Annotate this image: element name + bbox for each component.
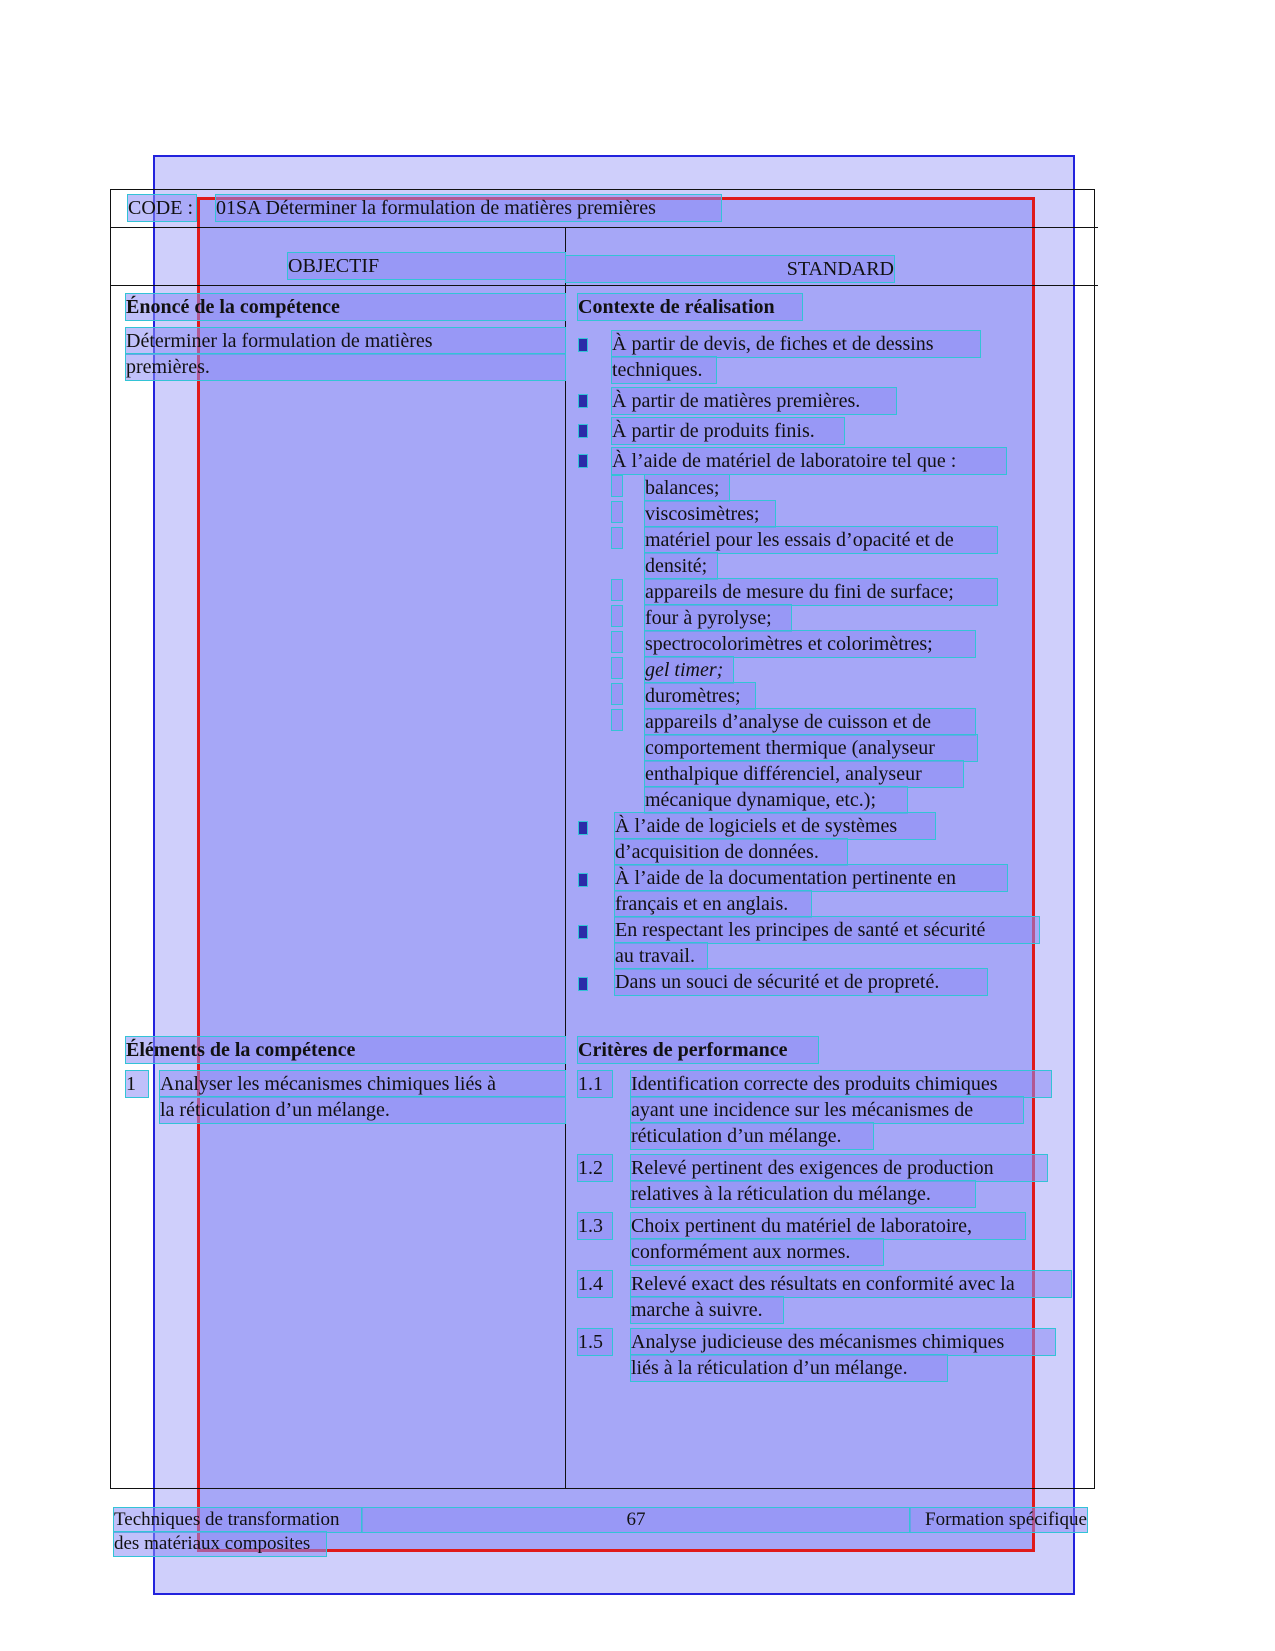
- critere-1-2-line-2: relatives à la réticulation du mélange.: [631, 1181, 975, 1207]
- contexte-item-3: À partir de produits finis.: [612, 418, 844, 444]
- footer-left-line-2: des matériaux composites: [114, 1532, 326, 1556]
- bullet-icon: [579, 822, 587, 834]
- element-text-line-1: Analyser les mécanismes chimiques liés à: [160, 1071, 565, 1097]
- standard-heading: STANDARD: [566, 256, 894, 282]
- dash-icon: [612, 580, 622, 600]
- sub-item-cuisson-line-4: mécanique dynamique, etc.);: [645, 787, 907, 813]
- bullet-icon: [579, 425, 587, 437]
- sub-item-durometres: duromètres;: [645, 683, 755, 709]
- footer-right: Formation spécifique: [910, 1508, 1087, 1532]
- sub-item-cuisson-line-1: appareils d’analyse de cuisson et de: [645, 709, 975, 735]
- columns-divider: [110, 285, 1098, 286]
- critere-1-1-line-2: ayant une incidence sur les mécanismes de: [631, 1097, 1023, 1123]
- code-title: 01SA Déterminer la formulation de matières premières: [216, 195, 721, 221]
- contexte-item-1-line-1: À partir de devis, de fiches et de dessins: [612, 331, 980, 357]
- element-text-line-2: la réticulation d’un mélange.: [160, 1097, 565, 1123]
- enonce-text-line-1: Déterminer la formulation de matières: [126, 328, 565, 354]
- enonce-text-line-2: premières.: [126, 354, 565, 380]
- dash-icon: [612, 632, 622, 652]
- contexte-title: Contexte de réalisation: [578, 294, 802, 320]
- dash-icon: [612, 658, 622, 678]
- bullet-icon: [579, 978, 587, 990]
- dash-icon: [612, 606, 622, 626]
- sub-item-cuisson-line-2: comportement thermique (analyseur: [645, 735, 977, 761]
- sub-item-opacite-line-1: matériel pour les essais d’opacité et de: [645, 527, 997, 553]
- dash-icon: [612, 502, 622, 522]
- contexte-item-8: Dans un souci de sécurité et de propreté.: [615, 969, 987, 995]
- element-number: 1: [126, 1071, 148, 1097]
- footer-page-number: 67: [362, 1508, 910, 1532]
- dash-icon: [612, 528, 622, 548]
- critere-1-1-line-1: Identification correcte des produits chimiques: [631, 1071, 1051, 1097]
- critere-1-2-line-1: Relevé pertinent des exigences de production: [631, 1155, 1047, 1181]
- sub-item-spectro: spectrocolorimètres et colorimètres;: [645, 631, 975, 657]
- contexte-item-5-line-1: À l’aide de logiciels et de systèmes: [615, 813, 935, 839]
- dash-icon: [612, 476, 622, 496]
- critere-1-5-line-1: Analyse judicieuse des mécanismes chimiques: [631, 1329, 1055, 1355]
- sub-item-fini-surface: appareils de mesure du fini de surface;: [645, 579, 997, 605]
- sub-item-cuisson-line-3: enthalpique différenciel, analyseur: [645, 761, 963, 787]
- critere-1-1-line-3: réticulation d’un mélange.: [631, 1123, 873, 1149]
- footer-left-line-1: Techniques de transformation: [114, 1508, 362, 1532]
- critere-number: 1.1: [578, 1071, 612, 1097]
- critere-1-3-line-2: conformément aux normes.: [631, 1239, 883, 1265]
- critere-number: 1.4: [578, 1271, 612, 1297]
- column-separator: [565, 227, 566, 1489]
- bullet-icon: [579, 455, 587, 467]
- sub-item-balances: balances;: [645, 475, 729, 501]
- dash-icon: [612, 710, 622, 730]
- contexte-item-6-line-1: À l’aide de la documentation pertinente en: [615, 865, 1007, 891]
- dash-icon: [612, 684, 622, 704]
- contexte-item-7-line-2: au travail.: [615, 943, 707, 969]
- elements-title: Éléments de la compétence: [126, 1037, 565, 1063]
- critere-1-5-line-2: liés à la réticulation d’un mélange.: [631, 1355, 947, 1381]
- contexte-item-1-line-2: techniques.: [612, 357, 716, 383]
- sub-item-four: four à pyrolyse;: [645, 605, 791, 631]
- bullet-icon: [579, 926, 587, 938]
- sub-item-gel-timer: gel timer;: [645, 657, 733, 683]
- contexte-item-5-line-2: d’acquisition de données.: [615, 839, 847, 865]
- code-label: CODE :: [128, 195, 196, 221]
- contexte-item-2: À partir de matières premières.: [612, 388, 896, 414]
- critere-number: 1.3: [578, 1213, 612, 1239]
- sub-item-opacite-line-2: densité;: [645, 553, 717, 579]
- enonce-title: Énoncé de la compétence: [126, 294, 565, 320]
- header-divider: [110, 227, 1098, 228]
- bullet-icon: [579, 874, 587, 886]
- critere-1-4-line-1: Relevé exact des résultats en conformité avec la: [631, 1271, 1071, 1297]
- bullet-icon: [579, 339, 587, 351]
- contexte-item-6-line-2: français et en anglais.: [615, 891, 811, 917]
- critere-number: 1.5: [578, 1329, 612, 1355]
- bullet-icon: [579, 395, 587, 407]
- critere-1-4-line-2: marche à suivre.: [631, 1297, 783, 1323]
- critere-number: 1.2: [578, 1155, 612, 1181]
- contexte-item-7-line-1: En respectant les principes de santé et sécurité: [615, 917, 1039, 943]
- sub-item-viscosimetres: viscosimètres;: [645, 501, 775, 527]
- objectif-heading: OBJECTIF: [288, 253, 565, 279]
- critere-1-3-line-1: Choix pertinent du matériel de laboratoire,: [631, 1213, 1025, 1239]
- criteres-title: Critères de performance: [578, 1037, 818, 1063]
- contexte-item-4: À l’aide de matériel de laboratoire tel que :: [612, 448, 1006, 474]
